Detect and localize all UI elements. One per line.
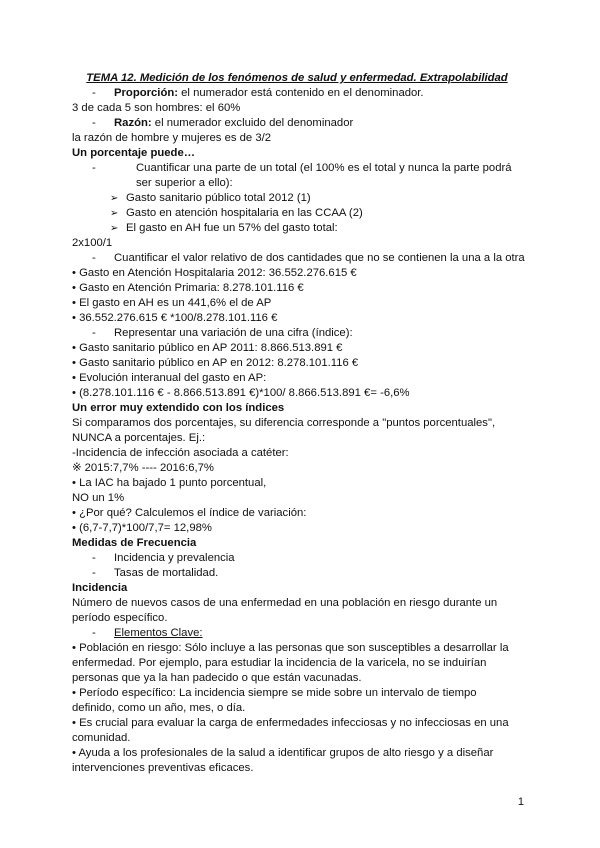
porcentaje-item-1-text: Cuantificar una parte de un total (el 100% es el total y nunca la parte podrá ser superior a ello): [136,162,512,189]
porcentaje-sub-2 [72,206,522,221]
porcentaje-item-3-text: Representar una variación de una cifra (índice): [114,327,353,339]
incidencia-definition: Número de nuevos casos de una enfermedad en una población en riesgo durante un período específico. [72,597,498,624]
porcentaje-formula: 2x100/1 [72,237,113,249]
dash-bullet: - [92,552,96,564]
incidencia-bullet-1: • Población en riesgo: Sólo incluye a las personas que son susceptibles a desarrollar la enfermedad. Por ejemplo, para estudiar la incidencia de la varicela, no se induirían personas que ya la han padecido o que están vacunadas. [72,642,509,684]
porcentaje-sub-2-text: Gasto en atención hospitalaria en las CCAA (2) [126,207,363,219]
proporcion-text: el numerador está contenido en el denominador. [178,87,424,99]
porcentaje-sub-3-text: El gasto en AH fue un 57% del gasto total: [126,222,338,234]
porcentaje-heading: Un porcentaje puede… [72,147,196,159]
incidencia-bullet-2: • Período específico: La incidencia siempre se mide sobre un intervalo de tiempo definido, como un año, mes, o día. [72,687,477,714]
porcentaje-item-3 [72,326,522,341]
frecuencia-item-1 [72,551,522,566]
porcentaje-bullet-6: • Gasto sanitario público en AP en 2012: 8.278.101.116 € [72,357,359,369]
error-note: NO un 1% [72,492,125,504]
razon-text: el numerador excluido del denominador [151,117,354,129]
arrow-bullet-icon: ➢ [110,193,119,204]
page-title: TEMA 12. Medición de los fenómenos de salud y enfermedad. Extrapolabilidad [86,72,508,84]
error-heading: Un error muy extendido con los índices [72,402,285,414]
incidencia-bullet-3: • Es crucial para evaluar la carga de enfermedades infecciosas y no infecciosas en una comunidad. [72,717,509,744]
error-bullet-3: • (6,7-7,7)*100/7,7= 12,98% [72,522,212,534]
porcentaje-item-2 [72,251,525,266]
incidencia-elementos-label: Elementos Clave: [114,627,203,639]
razon-definition [72,116,522,131]
dash-bullet: - [92,117,96,129]
proporcion-definition [72,86,522,101]
incidencia-elementos [72,626,522,641]
incidencia-bullet-4: • Ayuda a los profesionales de la salud a identificar grupos de alto riesgo y a diseñar intervenciones preventivas eficaces. [72,747,494,774]
porcentaje-bullet-3: • El gasto en AH es un 441,6% el de AP [72,297,272,309]
frecuencia-item-2-text: Tasas de mortalidad. [114,567,219,579]
frecuencia-item-2 [72,566,522,581]
error-bullet-2: • ¿Por qué? Calculemos el índice de variación: [72,507,307,519]
porcentaje-bullet-7: • Evolución interanual del gasto en AP: [72,372,267,384]
dash-bullet: - [92,327,96,339]
porcentaje-bullet-8: • (8.278.101.116 € - 8.866.513.891 €)*100/ 8.866.513.891 €= -6,6% [72,387,410,399]
proporcion-example: 3 de cada 5 son hombres: el 60% [72,102,241,114]
arrow-bullet-icon: ➢ [110,223,119,234]
error-example-values: ※ 2015:7,7% ---- 2016:6,7% [72,462,214,474]
proporcion-term: Proporción: [114,87,179,99]
page-content [72,71,525,776]
porcentaje-bullet-2: • Gasto en Atención Primaria: 8.278.101.116 € [72,282,304,294]
frecuencia-item-1-text: Incidencia y prevalencia [114,552,235,564]
dash-bullet: - [92,87,96,99]
porcentaje-sub-3 [72,221,522,236]
porcentaje-bullet-1: • Gasto en Atención Hospitalaria 2012: 36.552.276.615 € [72,267,357,279]
porcentaje-bullet-4: • 36.552.276.615 € *100/8.278.101.116 € [72,312,278,324]
error-paragraph: Si comparamos dos porcentajes, su diferencia corresponde a "puntos porcentuales", NUNCA a porcentajes. Ej.: [72,417,496,444]
error-bullet-1: • La IAC ha bajado 1 punto porcentual, [72,477,267,489]
dash-bullet: - [92,252,96,264]
porcentaje-item-1 [72,161,522,191]
porcentaje-item-2-text: Cuantificar el valor relativo de dos cantidades que no se contienen la una a la otra [114,252,525,264]
dash-bullet: - [92,567,96,579]
dash-bullet: - [92,162,96,174]
frecuencia-heading: Medidas de Frecuencia [72,537,197,549]
incidencia-heading: Incidencia [72,582,128,594]
razon-example: la razón de hombre y mujeres es de 3/2 [72,132,272,144]
error-example-label: -Incidencia de infección asociada a catéter: [72,447,289,459]
arrow-bullet-icon: ➢ [110,208,119,219]
porcentaje-sub-1 [72,191,522,206]
razon-term: Razón: [114,117,152,129]
porcentaje-bullet-5: • Gasto sanitario público en AP 2011: 8.866.513.891 € [72,342,343,354]
porcentaje-sub-1-text: Gasto sanitario público total 2012 (1) [126,192,311,204]
page-number: 1 [517,796,524,808]
dash-bullet: - [92,627,96,639]
